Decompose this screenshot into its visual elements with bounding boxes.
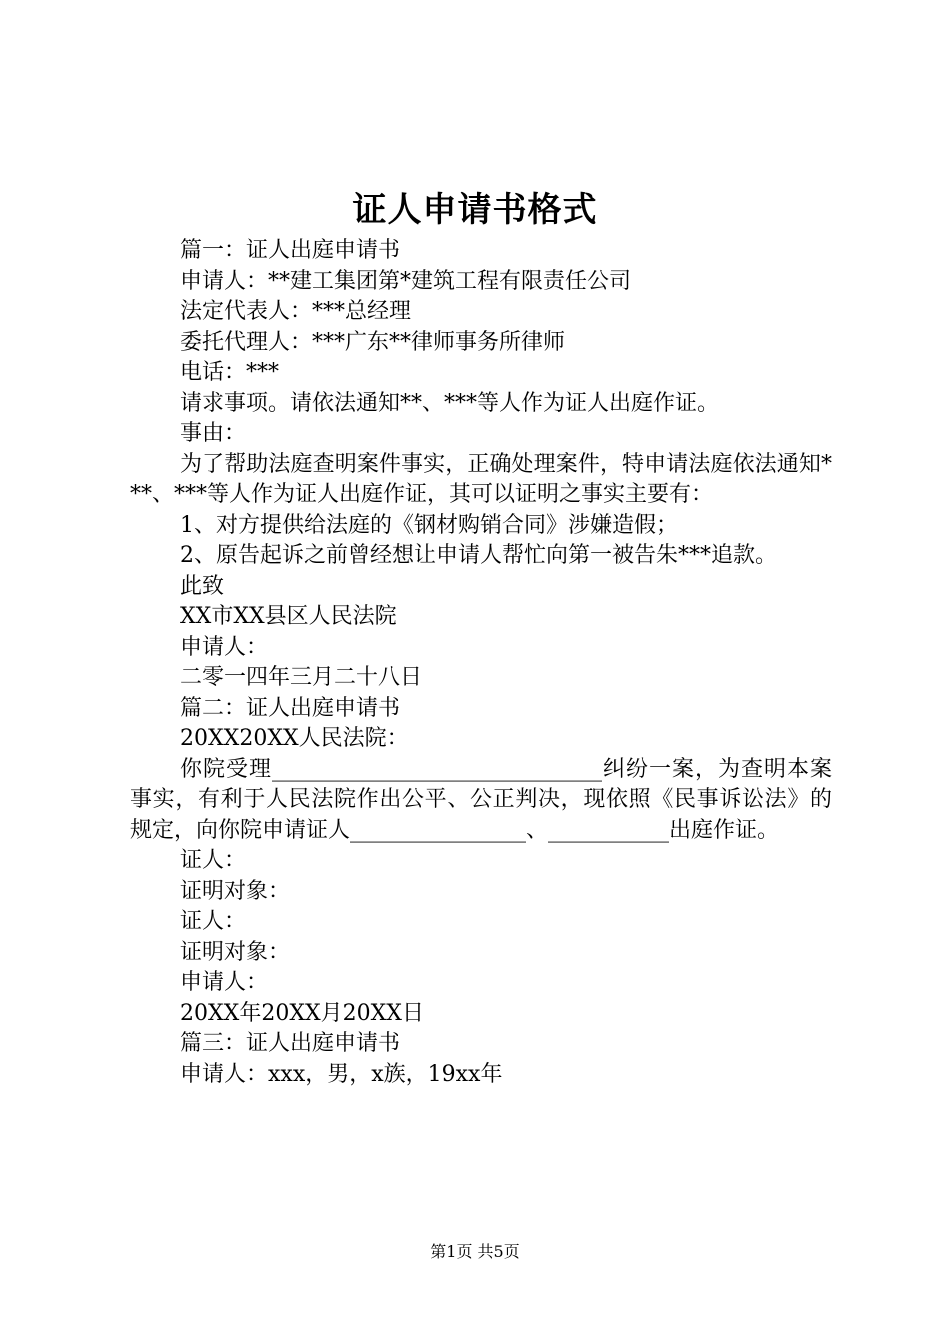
document-title: 证人申请书格式 xyxy=(352,190,598,230)
body-line: 证明对象： xyxy=(180,939,291,965)
body-line: 二零一四年三月二十八日 xyxy=(180,665,423,690)
body-line: XX市XX县区人民法院 xyxy=(180,604,397,629)
body-line: 20XX20XX人民法院： xyxy=(180,726,409,751)
body-paragraph: 2、原告起诉之前曾经想让申请人帮忙向第一被告朱***追款。 xyxy=(180,543,777,568)
body-line: 法定代表人：***总经理 xyxy=(180,299,412,324)
document-body xyxy=(130,236,832,1090)
body-line: 委托代理人：***广东**律师事务所律师 xyxy=(180,329,566,355)
body-line: 证人： xyxy=(180,848,247,873)
body-paragraph: 为了帮助法庭查明案件事实，正确处理案件，特申请法庭依法通知***、***等人作为证人出庭作证，其可以证明之事实主要有： xyxy=(130,451,832,507)
body-line: 证明对象： xyxy=(180,878,291,904)
body-line: 篇三：证人出庭申请书 xyxy=(180,1031,401,1056)
body-line: 1、对方提供给法庭的《钢材购销合同》涉嫌造假； xyxy=(180,512,678,538)
body-line: 电话：*** xyxy=(180,360,280,385)
body-line: 请求事项。请依法通知**、***等人作为证人出庭作证。 xyxy=(180,390,720,416)
body-line: 篇一：证人出庭申请书 xyxy=(180,238,401,263)
body-line: 证人： xyxy=(180,909,247,934)
body-line: 申请人：xxx，男，x族，19xx年 xyxy=(180,1061,503,1087)
body-line: 20XX年20XX月20XX日 xyxy=(180,1000,424,1026)
body-line: 申请人： xyxy=(180,970,269,995)
body-paragraph: 你院受理______________________________纠纷一案，为查明本案事实，有利于人民法院作出公平、公正判决，现依照《民事诉讼法》的规定，向你院申请证人________________、___________出庭作证。 xyxy=(130,756,832,843)
body-line: 申请人： xyxy=(180,634,269,660)
body-line: 篇二：证人出庭申请书 xyxy=(180,695,401,721)
page-footer: 第1页 共5页 xyxy=(430,1242,520,1261)
body-line: 申请人：**建工集团第*建筑工程有限责任公司 xyxy=(180,268,632,294)
body-line: 此致 xyxy=(180,573,225,599)
body-line: 事由： xyxy=(180,421,247,446)
